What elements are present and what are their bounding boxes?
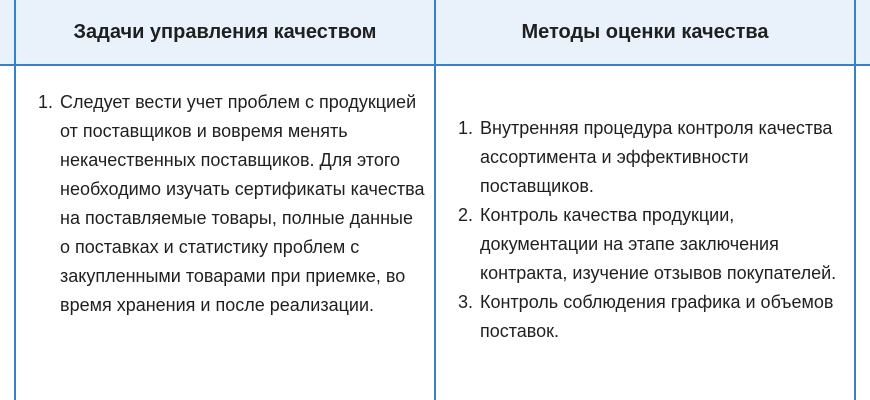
item-number: 1. bbox=[458, 118, 474, 138]
item-text: Контроль качества продукции, документации на этапе заключения контракта, изучение отзывов покупателей. bbox=[480, 205, 837, 283]
methods-cell bbox=[436, 114, 854, 346]
tasks-cell bbox=[16, 88, 434, 320]
table-divider bbox=[434, 0, 436, 400]
list-item bbox=[458, 201, 846, 288]
list-item bbox=[38, 88, 426, 320]
methods-list bbox=[458, 114, 846, 346]
table-border-right bbox=[854, 0, 856, 400]
item-number: 2. bbox=[458, 205, 474, 225]
item-text: Внутренняя процедура контроля качества ассортимента и эффективности поставщиков. bbox=[480, 118, 833, 196]
item-number: 1. bbox=[38, 92, 54, 112]
item-text: Контроль соблюдения графика и объемов поставок. bbox=[480, 292, 834, 341]
item-text: Следует вести учет проблем с продукцией от поставщиков и вовремя менять некачественных поставщиков. Для этого необходимо изучать сертификаты качества на поставляемые товары, полные данные о поставках и статистику проблем с закупленными товарами при приемке, во время хранения и после реализации. bbox=[60, 92, 425, 315]
header-quality-methods: Методы оценки качества bbox=[521, 20, 769, 43]
tasks-list bbox=[38, 88, 426, 320]
list-item bbox=[458, 114, 846, 201]
list-item bbox=[458, 288, 846, 346]
item-number: 3. bbox=[458, 292, 474, 312]
header-quality-tasks: Задачи управления качеством bbox=[73, 20, 377, 43]
table-border-left bbox=[14, 0, 16, 400]
